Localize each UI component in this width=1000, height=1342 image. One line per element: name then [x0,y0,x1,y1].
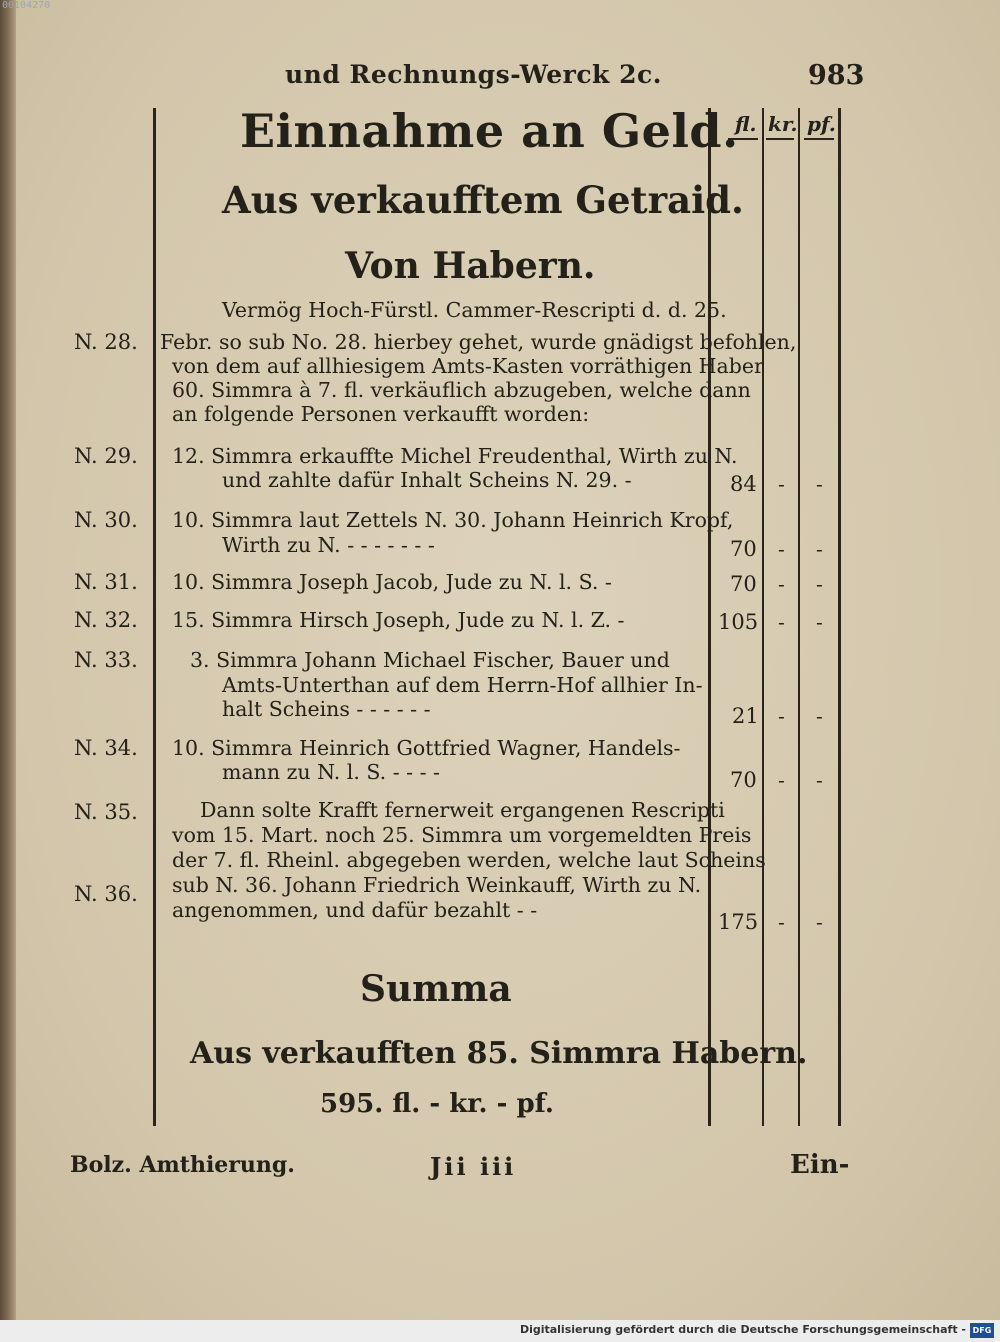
ref-number: N. 28. [74,330,138,354]
section-title: Von Habern. [345,245,596,287]
digitization-credit: Digitalisierung gefördert durch die Deutsche Forschungsgemeinschaft - [519,1323,966,1336]
entry-line: 10. Simmra Joseph Jacob, Jude zu N. l. S. - [172,570,612,594]
fl-right-rule [762,108,764,1126]
page-number: 983 [808,60,865,91]
ref-number: N. 30. [74,508,138,532]
footer-left: Bolz. Amthierung. [70,1152,295,1178]
entry-line: Wirth zu N. - - - - - - - [222,533,435,557]
signature-mark: Jii iii [430,1152,517,1181]
intro-line: Vermög Hoch-Fürstl. Cammer-Rescripti d. d. 25. [222,298,727,322]
ref-number: N. 29. [74,444,138,468]
running-head: und Rechnungs-Werck 2c. [285,60,662,89]
amount-pf: - [816,537,823,561]
entry-line: sub N. 36. Johann Friedrich Weinkauff, Wirth zu N. [172,873,702,897]
pf-head-rule [804,138,834,140]
ref-number: N. 33. [74,648,138,672]
intro-line: von dem auf allhiesigem Amts-Kasten vorräthigen Haber [172,354,764,378]
amount-pf: - [816,610,823,634]
ref-number: N. 34. [74,736,138,760]
ref-number: N. 35. [74,800,138,824]
entry-line: Dann solte Krafft fernerweit ergangenen Rescripti [200,798,725,822]
amount-kr: - [778,910,785,934]
pf-right-rule [838,108,841,1126]
amount-fl: 70 [730,768,757,792]
entry-line: mann zu N. l. S. - - - - [222,760,440,784]
amount-pf: - [816,704,823,728]
page-title: Einnahme an Geld. [240,104,739,158]
amount-kr: - [778,768,785,792]
intro-line: Febr. so sub No. 28. hierbey gehet, wurde gnädigst befohlen, [160,330,797,354]
text-right-rule [708,108,711,1126]
amount-kr: - [778,610,785,634]
column-head-pf: pf. [807,112,836,136]
amount-fl: 175 [718,910,759,934]
entry-line: 12. Simmra erkauffte Michel Freudenthal, Wirth zu N. [172,444,738,468]
amount-pf: - [816,572,823,596]
amount-fl: 70 [730,537,757,561]
kr-head-rule [766,138,794,140]
column-head-fl: fl. [735,112,757,136]
kr-right-rule [798,108,800,1126]
subtitle: Aus verkaufftem Getraid. [222,178,744,222]
amount-fl: 84 [730,472,757,496]
ref-number: N. 36. [74,882,138,906]
entry-line: halt Scheins - - - - - - [222,697,431,721]
amount-fl: 21 [732,704,759,728]
amount-pf: - [816,472,823,496]
amount-fl: 105 [718,610,759,634]
amount-kr: - [778,472,785,496]
dfg-logo-icon: DFG [970,1323,994,1338]
amount-pf: - [816,768,823,792]
entry-line: vom 15. Mart. noch 25. Simmra um vorgemeldten Preis [172,823,752,847]
catchword: Ein- [790,1150,850,1180]
entry-line: Amts-Unterthan auf dem Herrn-Hof allhier In- [222,673,703,697]
column-head-kr: kr. [768,112,798,136]
archive-id: 00104270 [2,0,51,11]
digitization-bar [0,1320,1000,1342]
ref-number: N. 31. [74,570,138,594]
left-rule [153,108,156,1126]
amount-kr: - [778,572,785,596]
amount-kr: - [778,704,785,728]
entry-line: und zahlte dafür Inhalt Scheins N. 29. - [222,468,632,492]
ref-number: N. 32. [74,608,138,632]
summa-heading: Summa [360,968,512,1010]
entry-line: 10. Simmra Heinrich Gottfried Wagner, Handels- [172,736,681,760]
amount-fl: 70 [730,572,757,596]
entry-line: 10. Simmra laut Zettels N. 30. Johann Heinrich Kropf, [172,508,734,532]
summa-description: Aus verkaufften 85. Simmra Habern. [190,1036,808,1071]
intro-line: an folgende Personen verkaufft worden: [172,402,590,426]
intro-line: 60. Simmra à 7. fl. verkäuflich abzugeben, welche dann [172,378,751,402]
amount-pf: - [816,910,823,934]
book-spine-edge [0,0,16,1320]
entry-line: der 7. fl. Rheinl. abgegeben werden, welche laut Scheins [172,848,766,872]
entry-line: 15. Simmra Hirsch Joseph, Jude zu N. l. Z. - [172,608,625,632]
entry-line: angenommen, und dafür bezahlt - - [172,898,538,922]
amount-kr: - [778,537,785,561]
entry-line: 3. Simmra Johann Michael Fischer, Bauer und [190,648,670,672]
summa-total: 595. fl. - kr. - pf. [320,1089,554,1119]
